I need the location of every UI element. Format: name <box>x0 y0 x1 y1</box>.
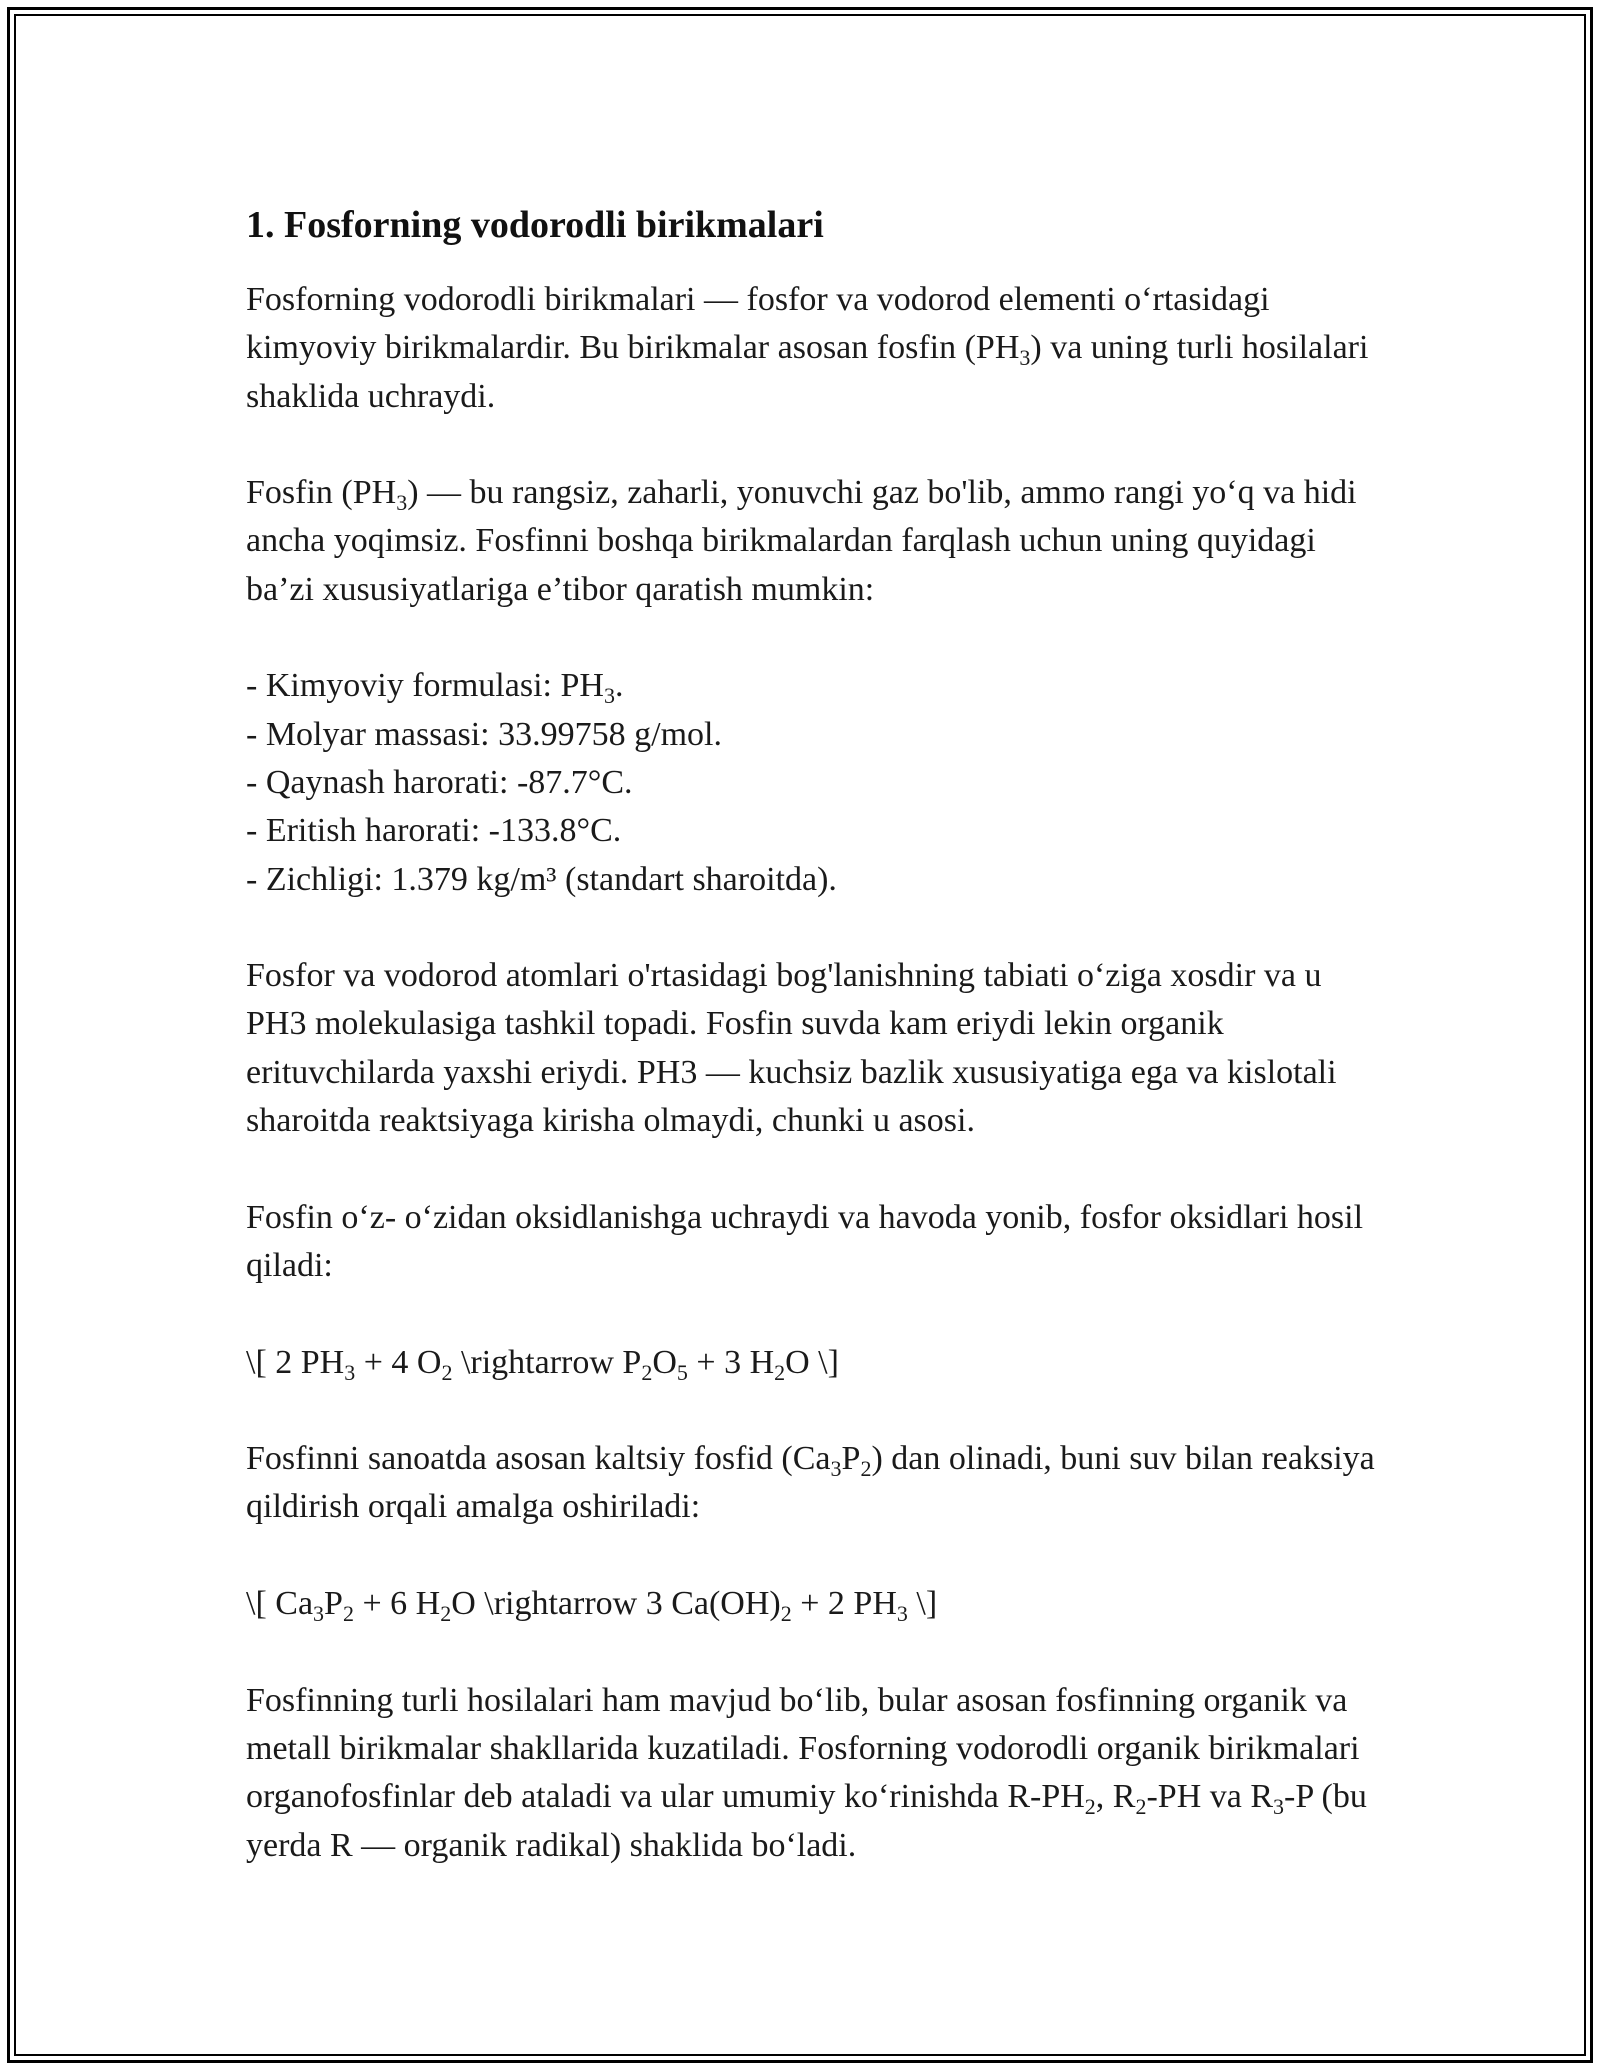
paragraph-gap <box>246 614 1386 662</box>
property-density: - Zichligi: 1.379 kg/m³ (standart sharoitda). <box>246 860 837 898</box>
bonding-paragraph: Fosfor va vodorod atomlari o'rtasidagi bog'lanishning tabiati o‘ziga xosdir va u PH3 molekulasiga tashkil topadi. Fosfin suvda kam eriydi lekin organik erituvchilarda yaxshi eriydi. PH3 — kuchsiz bazlik xususiyatiga ega va kislotali sharoitda reaktsiyaga kirisha olmaydi, chunki u asosi. <box>246 957 1337 1140</box>
production-equation: \[ $Ca_3P_2 + 6$ $H_2O$ \rightarrow 3 $Ca(OH)_2 + 2$ $PH_3$ \] <box>246 1585 938 1627</box>
paragraph-gap <box>246 421 1386 469</box>
paragraph-gap <box>246 1290 1386 1338</box>
paragraph-gap <box>246 904 1386 952</box>
property-molar-mass: - Molyar massasi: 33.99758 g/mol. <box>246 715 722 753</box>
paragraph-gap <box>246 1387 1386 1435</box>
oxidation-paragraph: Fosfin o‘z- o‘zidan oksidlanishga uchraydi va havoda yonib, fosfor oksidlari hosil qiladi: <box>246 1198 1364 1284</box>
property-boiling-point: - Qaynash harorati: -87.7°C. <box>246 763 633 801</box>
production-paragraph: Fosfinni sanoatda asosan kaltsiy fosfid $(Ca_3P_2)$ dan olinadi, buni suv bilan reaksiya qildirish orqali amalga oshiriladi: <box>246 1440 1375 1526</box>
section-heading: 1. Fosforning vodorodli birikmalari <box>246 204 824 246</box>
page-frame <box>7 7 1593 2063</box>
phosphine-description-paragraph: Fosfin $(PH_3)$ — bu rangsiz, zaharli, yonuvchi gaz bo'lib, ammo rangi yo‘q va hidi ancha yoqimsiz. Fosfinni boshqa birikmalardan farqlash uchun uning quyidagi ba’zi xususiyatlariga e’tibor qaratish mumkin: <box>246 474 1357 608</box>
paragraph-gap <box>246 1628 1386 1676</box>
oxidation-equation: \[ 2 $PH_3 + 4$ $O_2$ \rightarrow $P_2O_5 + 3$ $H_2O$ \] <box>246 1343 839 1385</box>
derivatives-paragraph: Fosfinning turli hosilalari ham mavjud bo‘lib, bular asosan fosfinning organik va metall birikmalar shakllarida kuzatiladi. Fosforning vodorodli organik birikmalari organofosfinlar deb ataladi va ular umumiy ko‘rinishda $R-PH_2$, $R_2-PH$ va $R_3-P$ (bu yerda R — organik radikal) shaklida bo‘ladi. <box>246 1681 1367 1864</box>
document-body <box>246 192 1386 1870</box>
paragraph-gap <box>246 1145 1386 1193</box>
property-melting-point: - Eritish harorati: -133.8°C. <box>246 812 622 850</box>
paragraph-gap <box>246 1532 1386 1580</box>
intro-paragraph: Fosforning vodorodli birikmalari — fosfor va vodorod elementi o‘rtasidagi kimyoviy birikmalardir. Bu birikmalar asosan fosfin $(PH_3)$ va uning turli hosilalari shaklida uchraydi. <box>246 281 1369 415</box>
property-formula: - Kimyoviy formulasi: $PH_3$. <box>246 667 624 709</box>
properties-list <box>246 662 1386 903</box>
